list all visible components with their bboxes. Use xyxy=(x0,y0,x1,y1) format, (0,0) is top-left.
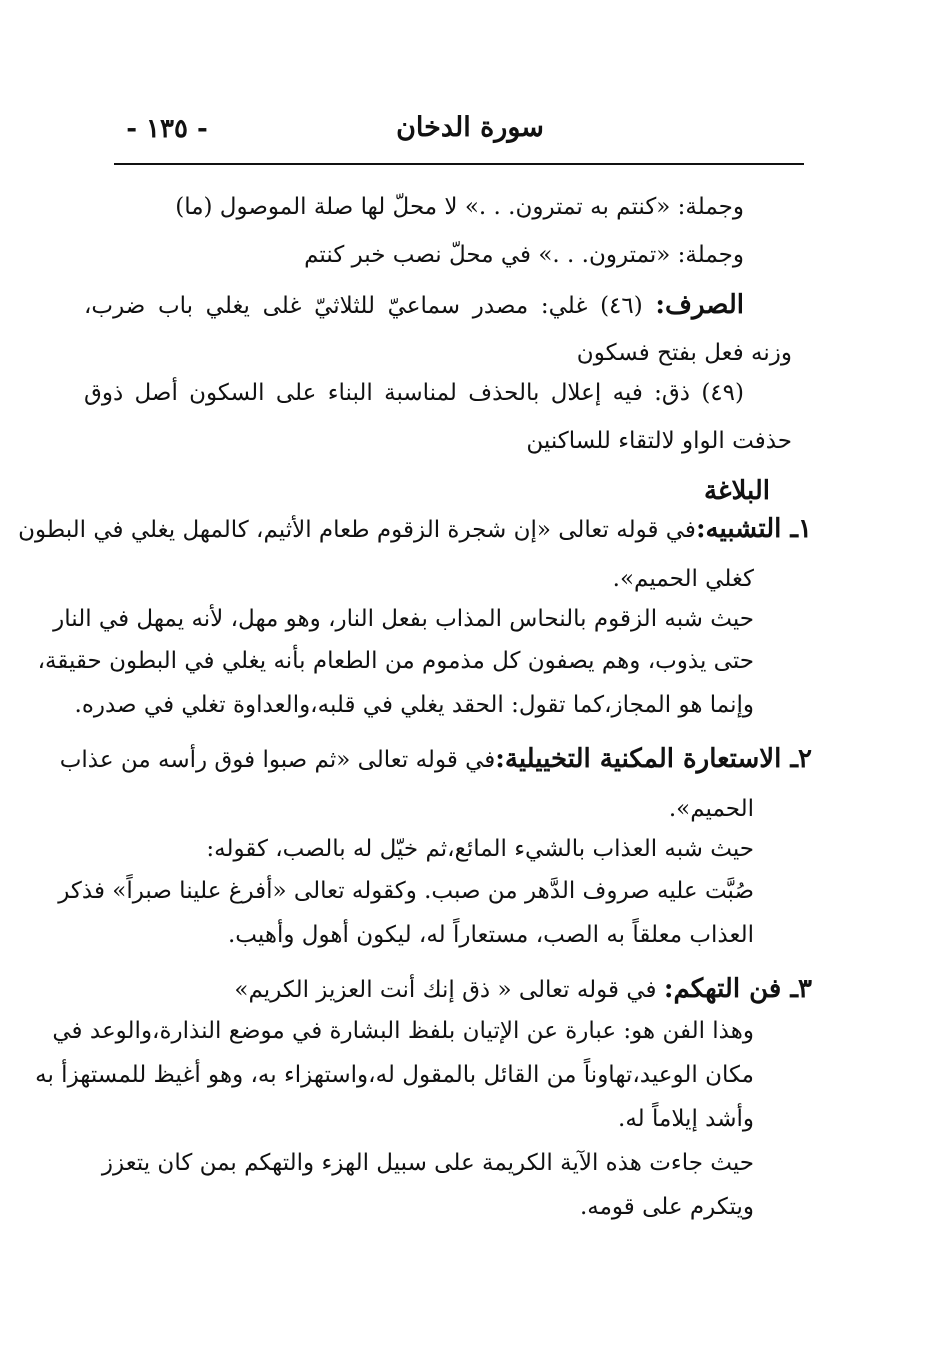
header-rule xyxy=(114,163,804,165)
body-line: كغلي الحميم». xyxy=(612,566,754,592)
body-line: صُبَّت عليه صروف الدَّهر من صبب. وكقوله تعالى «أفرغ علينا صبراً» فذكر xyxy=(58,878,754,904)
body-line: وهذا الفن هو: عبارة عن الإتيان بلفظ البشارة في موضع النذارة،والوعد في xyxy=(52,1018,754,1044)
body-line: وجملة: «كنتم به تمترون. . .» لا محلّ لها صلة الموصول (ما) xyxy=(175,194,744,220)
body-line: العذاب معلقاً به الصب، مستعاراً له، ليكون أهول وأهيب. xyxy=(228,922,754,948)
body-line: حذفت الواو لالتقاء للساكنين xyxy=(526,428,792,454)
body-line-tahakkum: ٣ـ فن التهكم: في قوله تعالى « ذق إنك أنت العزيز الكريم» xyxy=(234,974,812,1004)
body-line: وإنما هو المجاز،كما تقول: الحقد يغلي في قلبه،والعداوة تغلي في صدره. xyxy=(74,692,754,718)
section-label-istiara: ٢ـ الاستعارة المكنية التخييلية: xyxy=(495,744,812,774)
body-line: الحميم». xyxy=(668,796,754,822)
section-label-tahakkum: ٣ـ فن التهكم: xyxy=(663,974,812,1004)
body-line: (٤٩) ذق: فيه إعلال بالحذف لمناسبة البناء على السكون أصل ذوق xyxy=(84,380,744,406)
body-line-sarf: الصرف: (٤٦) غلي: مصدر سماعيّ للثلاثيّ غلى يغلي باب ضرب، xyxy=(84,290,744,320)
body-line: وأشد إيلاماً له. xyxy=(618,1106,754,1132)
body-line-tashbih: ١ـ التشبيه:في قوله تعالى «إن شجرة الزقوم طعام الأثيم، كالمهل يغلي في البطون xyxy=(18,514,812,544)
body-line: حيث شبه الزقوم بالنحاس المذاب بفعل النار، وهو مهل، لأنه يمهل في النار xyxy=(53,606,754,632)
section-label-tashbih: ١ـ التشبيه: xyxy=(695,514,812,544)
body-line: وزنه فعل بفتح فسكون xyxy=(576,340,792,366)
section-heading-balagha: البلاغة xyxy=(703,476,770,506)
body-line: ويتكرم على قومه. xyxy=(579,1194,754,1220)
body-line: حتى يذوب، وهم يصفون كل مذموم من الطعام بأنه يغلي في البطون حقيقة، xyxy=(37,648,754,674)
body-line: حيث جاءت هذه الآية الكريمة على سبيل الهزء والتهكم بمن كان يتعزز xyxy=(101,1150,754,1176)
section-label-sarf: الصرف: xyxy=(655,290,744,320)
body-line: مكان الوعيد،تهاوناً من القائل بالمقول له،واستهزاء به، وهو أغيظ للمستهزأ به xyxy=(35,1062,754,1088)
body-line-istiara: ٢ـ الاستعارة المكنية التخييلية:في قوله تعالى «ثم صبوا فوق رأسه من عذاب xyxy=(59,744,812,774)
running-header-title: سورة الدخان xyxy=(396,112,544,143)
body-line: وجملة: «تمترون. . .» في محلّ نصب خبر كنتم xyxy=(304,242,744,268)
body-line: حيث شبه العذاب بالشيء المائع،ثم خيّل له بالصب، كقوله: xyxy=(206,836,754,862)
page-number: - ١٣٥ - xyxy=(126,114,208,144)
